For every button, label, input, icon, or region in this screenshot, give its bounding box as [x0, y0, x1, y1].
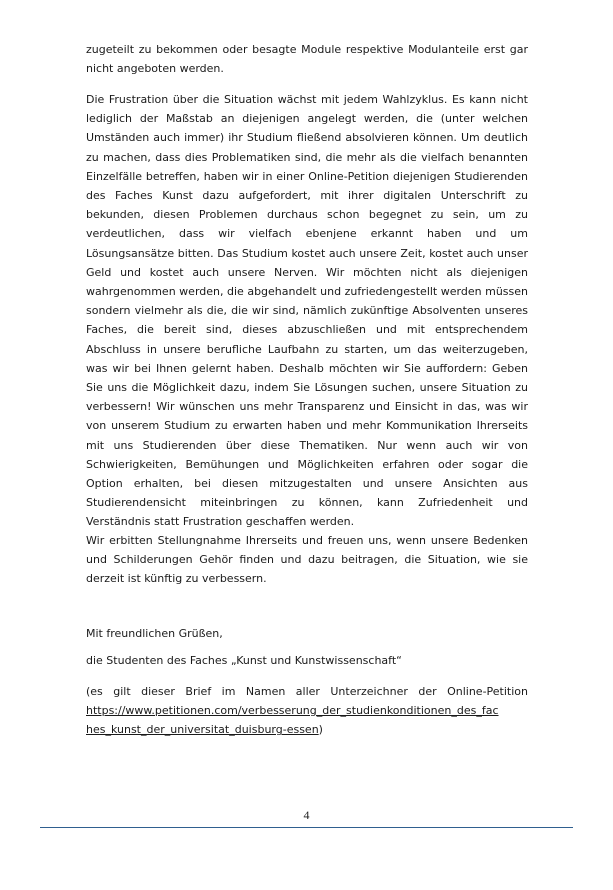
closing-greeting: Mit freundlichen Grüßen,	[86, 627, 223, 640]
signature-line: die Studenten des Faches „Kunst und Kunstwissenschaft“	[86, 654, 402, 667]
paragraph-1: zugeteilt zu bekommen oder besagte Module respektive Modulanteile erst gar nicht angeboten werden.	[86, 43, 528, 76]
petition-note-suffix: )	[318, 723, 323, 737]
page-number: 4	[303, 808, 310, 822]
petition-link[interactable]: https://www.petitionen.com/verbesserung_der_studienkonditionen_des_fac hes_kunst_der_universitat_duisburg-essen	[86, 704, 499, 737]
footer-rule	[40, 827, 573, 828]
paragraph-3: Wir erbitten Stellungnahme Ihrerseits und freuen uns, wenn unsere Bedenken und Schilderungen Gehör finden und dazu beitragen, die Situation, wie sie derzeit ist künftig zu verbessern.	[86, 534, 528, 586]
petition-note	[86, 682, 528, 740]
petition-note-prefix: (es gilt dieser Brief im Namen aller Unterzeichner der Online-Petition	[86, 685, 528, 698]
paragraph-2: Die Frustration über die Situation wächst mit jedem Wahlzyklus. Es kann nicht lediglich der Maßstab an diejenigen angelegt werden, die (unter welchen Umständen auch immer) ihr Studium fließend absolvieren können. Um deutlich zu machen, dass dies Problematiken sind, die mehr als die vielfach benannten Einzelfälle betreffen, haben wir in einer Online-Petition diejenigen Studierenden des Faches Kunst dazu aufgefordert, mit ihrer digitalen Unterschrift zu bekunden, diesen Problemen durchaus schon begegnet zu sein, um zu verdeutlichen, dass wir vielfach ebenjene erkannt haben und um Lösungsansätze bitten. Das Studium kostet auch unsere Zeit, kostet auch unser Geld und kostet auch unsere Nerven. Wir möchten nicht als diejenigen wahrgenommen werden, die abgehandelt und zufriedengestellt werden müssen sondern vielmehr als die, die wir sind, nämlich zukünftige Absolventen unseres Faches, die bereit sind, dieses abzuschließen und mit entsprechendem Abschluss in unsere berufliche Laufbahn zu starten, um das weiterzugeben, was wir bei Ihnen gelernt haben. Deshalb möchten wir Sie auffordern: Geben Sie uns die Möglichkeit dazu, indem Sie Lösungen suchen, unsere Situation zu verbessern! Wir wünschen uns mehr Transparenz und Einsicht in das, was wir von unserem Studium zu erwarten haben und mehr Kommunikation Ihrerseits mit uns Studierenden über diese Thematiken. Nur wenn auch wir von Schwierigkeiten, Bemühungen und Möglichkeiten erfahren oder sogar die Option erhalten, bei diesen mitzugestalten und unsere Ansichten aus Studierendensicht miteinbringen zu können, kann Zufriedenheit und Verständnis statt Frustration geschaffen werden.	[86, 93, 528, 529]
